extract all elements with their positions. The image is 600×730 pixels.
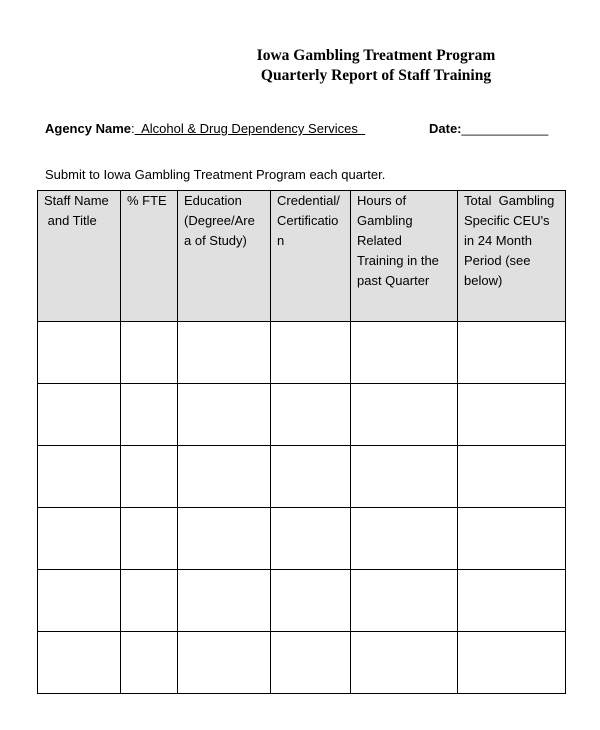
table-cell[interactable]	[271, 446, 351, 508]
agency-name-value[interactable]: Alcohol & Drug Dependency Services	[134, 121, 366, 136]
column-header-line: Certificatio	[277, 213, 339, 228]
column-header	[38, 191, 121, 322]
table-cell[interactable]	[178, 508, 271, 570]
table-row	[38, 384, 566, 446]
column-header-line: (Degree/Are	[184, 213, 255, 228]
table-cell[interactable]	[351, 384, 458, 446]
table-row	[38, 322, 566, 384]
table-cell[interactable]	[38, 384, 121, 446]
column-header-line: and Title	[44, 213, 97, 228]
table-cell[interactable]	[351, 570, 458, 632]
document-title: Iowa Gambling Treatment Program	[256, 47, 496, 64]
table-row	[38, 632, 566, 694]
table-cell[interactable]	[458, 570, 566, 632]
table-cell[interactable]	[271, 508, 351, 570]
table-cell[interactable]	[38, 508, 121, 570]
table-cell[interactable]	[38, 446, 121, 508]
column-header	[271, 191, 351, 322]
table-cell[interactable]	[121, 322, 178, 384]
column-header-line: Related	[357, 233, 402, 248]
date-blank[interactable]: ____________	[461, 121, 549, 136]
agency-name-field	[45, 121, 365, 136]
staff-training-table	[37, 190, 566, 694]
table-cell[interactable]	[271, 632, 351, 694]
agency-name-label: Agency Name	[45, 121, 131, 136]
column-header	[178, 191, 271, 322]
table-cell[interactable]	[121, 384, 178, 446]
table-cell[interactable]	[351, 508, 458, 570]
table-cell[interactable]	[271, 570, 351, 632]
table-cell[interactable]	[458, 384, 566, 446]
table-cell[interactable]	[121, 632, 178, 694]
table-cell[interactable]	[121, 570, 178, 632]
table-cell[interactable]	[178, 322, 271, 384]
table-cell[interactable]	[351, 446, 458, 508]
table-cell[interactable]	[178, 446, 271, 508]
column-header-line: % FTE	[127, 193, 167, 208]
column-header-line: Staff Name	[44, 193, 109, 208]
column-header-line: a of Study)	[184, 233, 247, 248]
table-cell[interactable]	[351, 632, 458, 694]
instruction-text: Submit to Iowa Gambling Treatment Program each quarter.	[45, 167, 386, 182]
table-cell[interactable]	[38, 322, 121, 384]
column-header-line: Training in the	[357, 253, 439, 268]
table-cell[interactable]	[178, 632, 271, 694]
table-cell[interactable]	[178, 570, 271, 632]
table-row	[38, 446, 566, 508]
column-header-line: n	[277, 233, 285, 248]
table-cell[interactable]	[458, 508, 566, 570]
column-header-line: Gambling	[357, 213, 413, 228]
column-header-line: Credential/	[277, 193, 340, 208]
table-cell[interactable]	[458, 632, 566, 694]
column-header-line: below)	[464, 273, 503, 288]
table-cell[interactable]	[271, 384, 351, 446]
column-header	[351, 191, 458, 322]
table-cell[interactable]	[121, 446, 178, 508]
date-label: Date:	[429, 121, 462, 136]
table-cell[interactable]	[458, 446, 566, 508]
column-header	[458, 191, 566, 322]
table-cell[interactable]	[351, 322, 458, 384]
table-cell[interactable]	[121, 508, 178, 570]
column-header-line: Education	[184, 193, 242, 208]
column-header-line: Hours of	[357, 193, 407, 208]
table-header-row	[38, 191, 566, 322]
table-cell[interactable]	[178, 384, 271, 446]
column-header-line: in 24 Month	[464, 233, 532, 248]
column-header-line: Period (see	[464, 253, 531, 268]
table-cell[interactable]	[38, 570, 121, 632]
column-header	[121, 191, 178, 322]
document-subtitle: Quarterly Report of Staff Training	[260, 67, 492, 84]
column-header-line: Specific CEU's	[464, 213, 550, 228]
table-cell[interactable]	[271, 322, 351, 384]
table-row	[38, 508, 566, 570]
table-cell[interactable]	[458, 322, 566, 384]
column-header-line: Total Gambling	[464, 193, 555, 208]
date-field	[429, 121, 548, 136]
agency-separator: :	[130, 121, 135, 136]
table-cell[interactable]	[38, 632, 121, 694]
column-header-line: past Quarter	[357, 273, 430, 288]
table-row	[38, 570, 566, 632]
